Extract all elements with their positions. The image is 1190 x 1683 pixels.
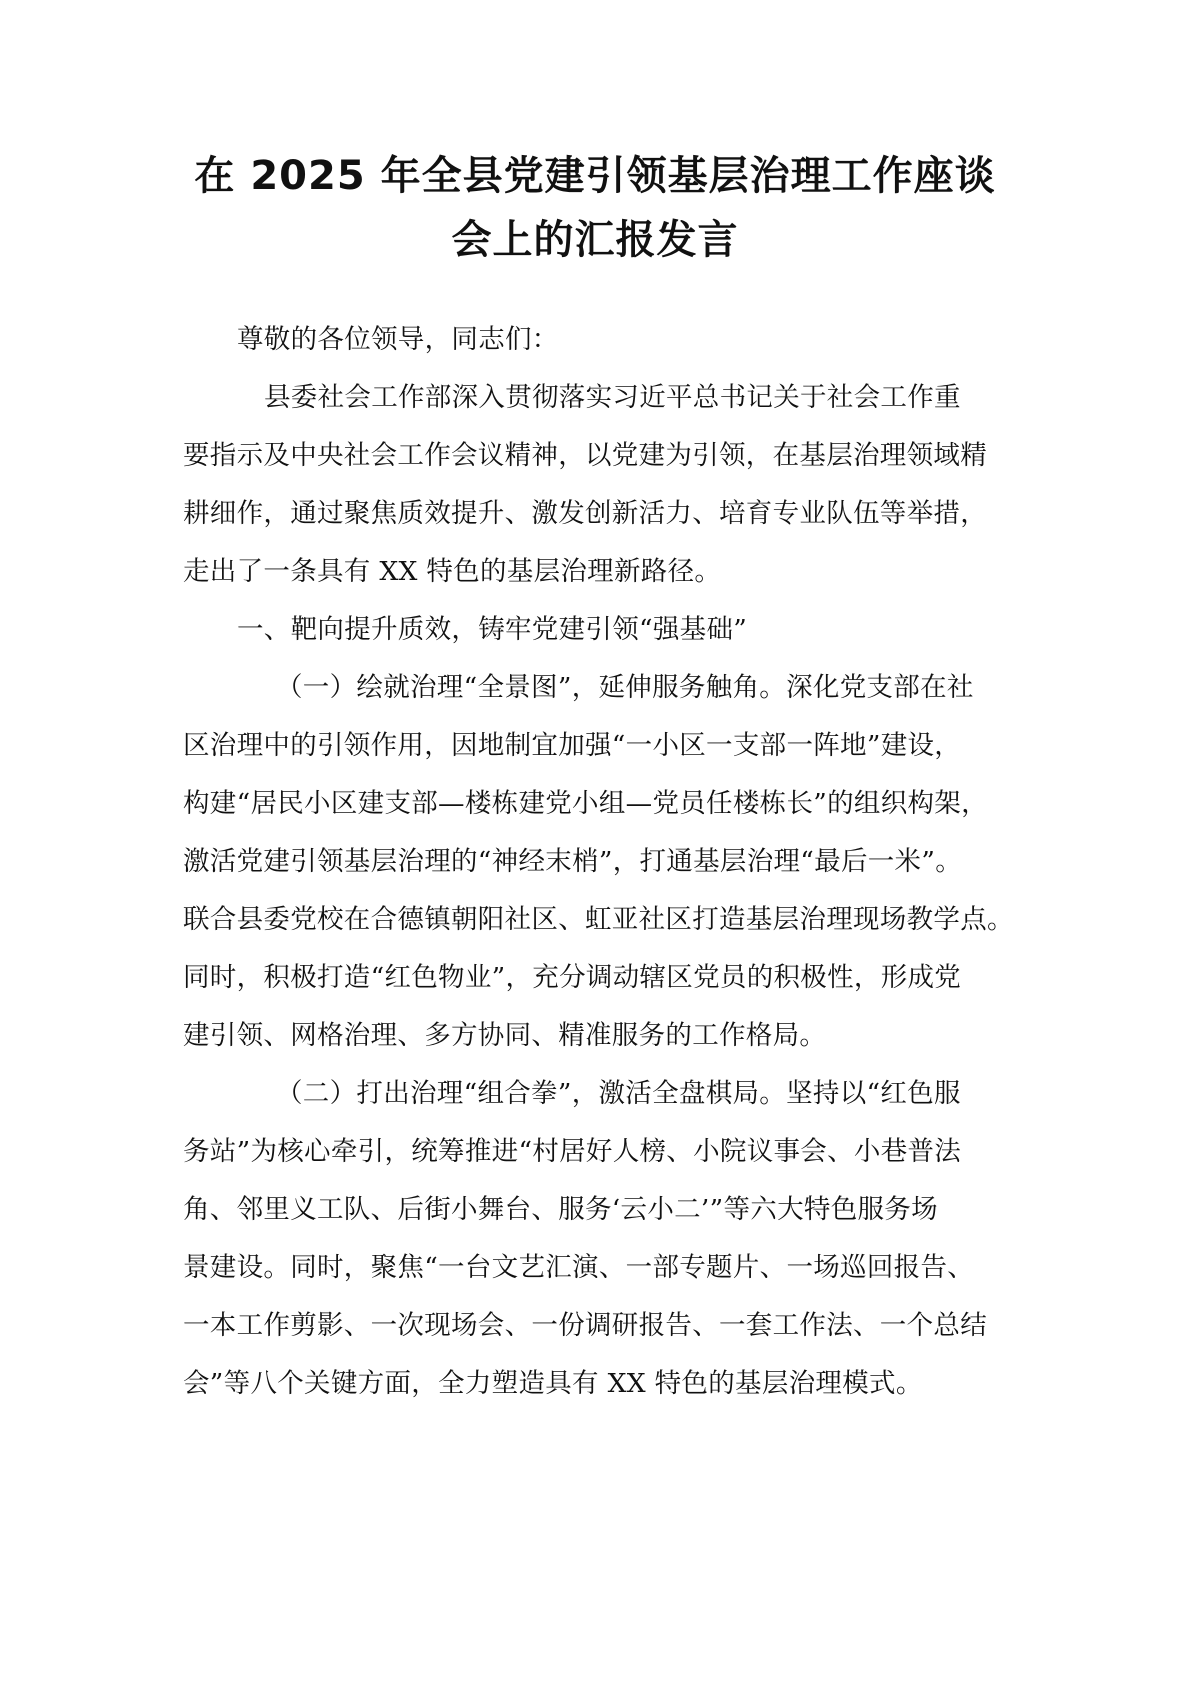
subsection-1-line: 激活党建引领基层治理的“神经末梢”，打通基层治理“最后一米”。 <box>183 846 962 877</box>
subsection-1-line: （一）绘就治理“全景图”，延伸服务触角。深化党支部在社 <box>276 672 974 703</box>
subsection-2-line: 务站”为核心牵引，统筹推进“村居好人榜、小院议事会、小巷普法 <box>183 1136 962 1167</box>
subsection-2-line: 会”等八个关键方面，全力塑造具有 XX 特色的基层治理模式。 <box>183 1368 923 1399</box>
intro-line: 耕细作，通过聚焦质效提升、激发创新活力、培育专业队伍等举措， <box>183 498 987 529</box>
subsection-2-line: 景建设。同时，聚焦“一台文艺汇演、一部专题片、一场巡回报告、 <box>183 1252 975 1283</box>
subsection-2-line: 一本工作剪影、一次现场会、一份调研报告、一套工作法、一个总结 <box>183 1310 987 1341</box>
document-title-line-1: 在 2025 年全县党建引领基层治理工作座谈 <box>194 153 996 199</box>
section-1-heading: 一、靶向提升质效，铸牢党建引领“强基础” <box>237 614 748 645</box>
subsection-1-line: 联合县委党校在合德镇朝阳社区、虹亚社区打造基层治理现场教学点。 <box>183 904 1014 935</box>
subsection-1-line: 构建“居民小区建支部—楼栋建党小组—党员任楼栋长”的组织构架， <box>183 788 988 819</box>
intro-line: 走出了一条具有 XX 特色的基层治理新路径。 <box>183 556 722 587</box>
document-title-line-2: 会上的汇报发言 <box>451 217 739 263</box>
subsection-1-line: 建引领、网格治理、多方协同、精准服务的工作格局。 <box>183 1020 827 1051</box>
subsection-2-line: 角、邻里义工队、后街小舞台、服务‘云小二’”等六大特色服务场 <box>183 1194 938 1225</box>
subsection-2-line: （二）打出治理“组合拳”，激活全盘棋局。坚持以“红色服 <box>276 1078 961 1109</box>
subsection-1-line: 同时，积极打造“红色物业”，充分调动辖区党员的积极性，形成党 <box>183 962 962 993</box>
salutation: 尊敬的各位领导，同志们： <box>237 324 559 355</box>
intro-line: 要指示及中央社会工作会议精神，以党建为引领，在基层治理领域精 <box>183 440 987 471</box>
subsection-1-line: 区治理中的引领作用，因地制宜加强“一小区一支部一阵地”建设， <box>183 730 962 761</box>
intro-line: 县委社会工作部深入贯彻落实习近平总书记关于社会工作重 <box>264 382 961 413</box>
